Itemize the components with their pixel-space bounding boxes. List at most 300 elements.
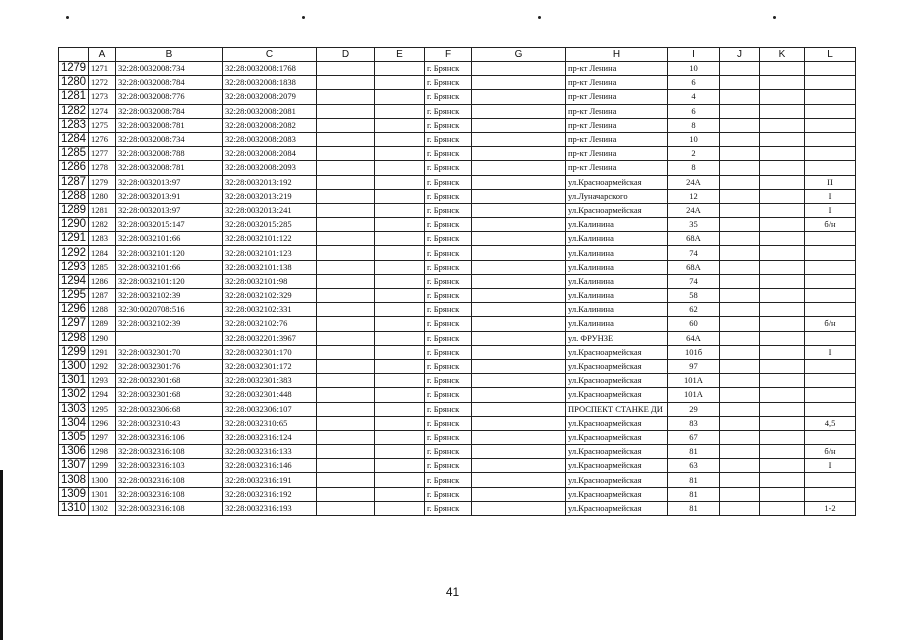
cell-a[interactable]: 1276 [89, 132, 116, 146]
cell-c[interactable]: 32:28:0032301:172 [223, 359, 317, 373]
cell-e[interactable] [375, 218, 425, 232]
cell-e[interactable] [375, 274, 425, 288]
row-header[interactable]: 1299 [59, 345, 89, 359]
cell-g[interactable] [472, 118, 566, 132]
cell-e[interactable] [375, 104, 425, 118]
cell-c[interactable]: 32:28:0032015:285 [223, 218, 317, 232]
cell-l[interactable]: I [805, 345, 856, 359]
cell-i[interactable]: 101А [668, 374, 720, 388]
cell-c[interactable]: 32:28:0032316:146 [223, 459, 317, 473]
row-header[interactable]: 1279 [59, 62, 89, 76]
cell-d[interactable] [317, 118, 375, 132]
cell-g[interactable] [472, 345, 566, 359]
cell-l[interactable] [805, 62, 856, 76]
cell-k[interactable] [760, 260, 805, 274]
cell-i[interactable]: 60 [668, 317, 720, 331]
cell-g[interactable] [472, 473, 566, 487]
cell-j[interactable] [720, 218, 760, 232]
cell-d[interactable] [317, 246, 375, 260]
cell-i[interactable]: 68А [668, 232, 720, 246]
cell-f[interactable]: г. Брянск [425, 175, 472, 189]
cell-e[interactable] [375, 203, 425, 217]
row-header[interactable]: 1297 [59, 317, 89, 331]
cell-b[interactable]: 32:28:0032008:734 [116, 62, 223, 76]
cell-c[interactable]: 32:28:0032008:2083 [223, 132, 317, 146]
row-header[interactable]: 1298 [59, 331, 89, 345]
cell-l[interactable]: 1-2 [805, 501, 856, 515]
cell-a[interactable]: 1294 [89, 388, 116, 402]
cell-i[interactable]: 58 [668, 289, 720, 303]
cell-g[interactable] [472, 218, 566, 232]
cell-i[interactable]: 62 [668, 303, 720, 317]
cell-g[interactable] [472, 402, 566, 416]
cell-l[interactable]: 4,5 [805, 416, 856, 430]
cell-k[interactable] [760, 331, 805, 345]
cell-h[interactable]: ул.Красноармейская [566, 445, 668, 459]
cell-h[interactable]: ул.Красноармейская [566, 501, 668, 515]
cell-b[interactable]: 32:28:0032101:120 [116, 246, 223, 260]
cell-l[interactable]: б/н [805, 317, 856, 331]
cell-b[interactable]: 32:28:0032301:68 [116, 374, 223, 388]
cell-j[interactable] [720, 459, 760, 473]
cell-e[interactable] [375, 246, 425, 260]
cell-e[interactable] [375, 161, 425, 175]
cell-l[interactable] [805, 289, 856, 303]
column-header-i[interactable]: I [668, 48, 720, 62]
cell-k[interactable] [760, 402, 805, 416]
row-header[interactable]: 1293 [59, 260, 89, 274]
column-header-b[interactable]: B [116, 48, 223, 62]
cell-h[interactable]: пр-кт Ленина [566, 132, 668, 146]
cell-b[interactable]: 32:28:0032316:108 [116, 473, 223, 487]
cell-i[interactable]: 97 [668, 359, 720, 373]
cell-i[interactable]: 101А [668, 388, 720, 402]
cell-a[interactable]: 1281 [89, 203, 116, 217]
cell-d[interactable] [317, 359, 375, 373]
cell-f[interactable]: г. Брянск [425, 189, 472, 203]
cell-a[interactable]: 1275 [89, 118, 116, 132]
cell-c[interactable]: 32:28:0032008:2084 [223, 147, 317, 161]
cell-j[interactable] [720, 359, 760, 373]
cell-f[interactable]: г. Брянск [425, 62, 472, 76]
cell-a[interactable]: 1283 [89, 232, 116, 246]
cell-c[interactable]: 32:28:0032101:98 [223, 274, 317, 288]
column-header-a[interactable]: A [89, 48, 116, 62]
row-header[interactable]: 1304 [59, 416, 89, 430]
cell-f[interactable]: г. Брянск [425, 430, 472, 444]
cell-k[interactable] [760, 218, 805, 232]
cell-k[interactable] [760, 487, 805, 501]
cell-h[interactable]: ул.Красноармейская [566, 388, 668, 402]
cell-d[interactable] [317, 232, 375, 246]
cell-e[interactable] [375, 388, 425, 402]
cell-i[interactable]: 8 [668, 118, 720, 132]
cell-d[interactable] [317, 104, 375, 118]
cell-a[interactable]: 1301 [89, 487, 116, 501]
cell-l[interactable] [805, 260, 856, 274]
cell-j[interactable] [720, 402, 760, 416]
cell-d[interactable] [317, 303, 375, 317]
cell-k[interactable] [760, 430, 805, 444]
cell-f[interactable]: г. Брянск [425, 445, 472, 459]
cell-d[interactable] [317, 459, 375, 473]
cell-j[interactable] [720, 501, 760, 515]
cell-b[interactable]: 32:28:0032008:788 [116, 147, 223, 161]
cell-l[interactable] [805, 303, 856, 317]
cell-h[interactable]: ул.Калинина [566, 232, 668, 246]
cell-j[interactable] [720, 317, 760, 331]
cell-j[interactable] [720, 388, 760, 402]
cell-k[interactable] [760, 274, 805, 288]
cell-l[interactable] [805, 232, 856, 246]
cell-h[interactable]: ул.Красноармейская [566, 359, 668, 373]
cell-f[interactable]: г. Брянск [425, 374, 472, 388]
cell-a[interactable]: 1300 [89, 473, 116, 487]
cell-b[interactable]: 32:28:0032316:103 [116, 459, 223, 473]
cell-e[interactable] [375, 189, 425, 203]
cell-g[interactable] [472, 303, 566, 317]
cell-c[interactable]: 32:28:0032102:76 [223, 317, 317, 331]
cell-l[interactable] [805, 118, 856, 132]
cell-e[interactable] [375, 90, 425, 104]
cell-d[interactable] [317, 260, 375, 274]
cell-f[interactable]: г. Брянск [425, 147, 472, 161]
cell-h[interactable]: ул.Калинина [566, 274, 668, 288]
cell-h[interactable]: ул.Луначарского [566, 189, 668, 203]
cell-c[interactable]: 32:28:0032301:448 [223, 388, 317, 402]
cell-c[interactable]: 32:28:0032316:191 [223, 473, 317, 487]
cell-g[interactable] [472, 317, 566, 331]
cell-f[interactable]: г. Брянск [425, 90, 472, 104]
cell-h[interactable]: ул.Калинина [566, 246, 668, 260]
cell-b[interactable]: 32:28:0032102:39 [116, 317, 223, 331]
cell-h[interactable]: ул.Красноармейская [566, 459, 668, 473]
cell-e[interactable] [375, 317, 425, 331]
cell-b[interactable]: 32:28:0032008:776 [116, 90, 223, 104]
cell-b[interactable]: 32:28:0032008:781 [116, 118, 223, 132]
row-header[interactable]: 1301 [59, 374, 89, 388]
cell-d[interactable] [317, 317, 375, 331]
cell-e[interactable] [375, 445, 425, 459]
cell-f[interactable]: г. Брянск [425, 161, 472, 175]
cell-f[interactable]: г. Брянск [425, 203, 472, 217]
cell-e[interactable] [375, 345, 425, 359]
cell-e[interactable] [375, 416, 425, 430]
cell-i[interactable]: 6 [668, 76, 720, 90]
cell-k[interactable] [760, 189, 805, 203]
cell-f[interactable]: г. Брянск [425, 303, 472, 317]
cell-k[interactable] [760, 62, 805, 76]
cell-k[interactable] [760, 345, 805, 359]
cell-g[interactable] [472, 459, 566, 473]
cell-c[interactable]: 32:28:0032310:65 [223, 416, 317, 430]
cell-j[interactable] [720, 487, 760, 501]
cell-l[interactable] [805, 402, 856, 416]
cell-b[interactable]: 32:28:0032008:784 [116, 104, 223, 118]
cell-c[interactable]: 32:28:0032013:219 [223, 189, 317, 203]
cell-j[interactable] [720, 445, 760, 459]
cell-c[interactable]: 32:28:0032008:1838 [223, 76, 317, 90]
cell-b[interactable]: 32:28:0032101:66 [116, 232, 223, 246]
cell-l[interactable]: I [805, 189, 856, 203]
cell-f[interactable]: г. Брянск [425, 118, 472, 132]
cell-h[interactable]: ул.Красноармейская [566, 345, 668, 359]
cell-c[interactable]: 32:28:0032316:124 [223, 430, 317, 444]
cell-a[interactable]: 1295 [89, 402, 116, 416]
cell-k[interactable] [760, 388, 805, 402]
cell-d[interactable] [317, 189, 375, 203]
cell-a[interactable]: 1278 [89, 161, 116, 175]
cell-d[interactable] [317, 374, 375, 388]
row-header[interactable]: 1291 [59, 232, 89, 246]
cell-b[interactable]: 32:28:0032316:108 [116, 445, 223, 459]
row-header[interactable]: 1308 [59, 473, 89, 487]
cell-l[interactable] [805, 246, 856, 260]
cell-c[interactable]: 32:28:0032201:3967 [223, 331, 317, 345]
row-header[interactable]: 1306 [59, 445, 89, 459]
cell-d[interactable] [317, 416, 375, 430]
cell-i[interactable]: 63 [668, 459, 720, 473]
cell-j[interactable] [720, 132, 760, 146]
cell-d[interactable] [317, 473, 375, 487]
cell-j[interactable] [720, 189, 760, 203]
cell-l[interactable]: I [805, 203, 856, 217]
cell-e[interactable] [375, 430, 425, 444]
cell-g[interactable] [472, 104, 566, 118]
cell-f[interactable]: г. Брянск [425, 345, 472, 359]
cell-a[interactable]: 1273 [89, 90, 116, 104]
cell-b[interactable]: 32:28:0032316:108 [116, 501, 223, 515]
cell-i[interactable]: 74 [668, 246, 720, 260]
cell-f[interactable]: г. Брянск [425, 473, 472, 487]
cell-l[interactable] [805, 374, 856, 388]
cell-f[interactable]: г. Брянск [425, 76, 472, 90]
cell-b[interactable]: 32:28:0032316:108 [116, 487, 223, 501]
cell-i[interactable]: 81 [668, 487, 720, 501]
cell-h[interactable]: ул.Красноармейская [566, 374, 668, 388]
cell-f[interactable]: г. Брянск [425, 388, 472, 402]
row-header[interactable]: 1292 [59, 246, 89, 260]
cell-i[interactable]: 68А [668, 260, 720, 274]
cell-g[interactable] [472, 501, 566, 515]
cell-a[interactable]: 1287 [89, 289, 116, 303]
row-header[interactable]: 1294 [59, 274, 89, 288]
cell-l[interactable] [805, 388, 856, 402]
row-header[interactable]: 1284 [59, 132, 89, 146]
cell-h[interactable]: пр-кт Ленина [566, 76, 668, 90]
cell-k[interactable] [760, 289, 805, 303]
cell-e[interactable] [375, 289, 425, 303]
cell-c[interactable]: 32:28:0032008:2079 [223, 90, 317, 104]
column-header-h[interactable]: H [566, 48, 668, 62]
cell-c[interactable]: 32:28:0032102:329 [223, 289, 317, 303]
cell-g[interactable] [472, 416, 566, 430]
cell-a[interactable]: 1279 [89, 175, 116, 189]
cell-g[interactable] [472, 232, 566, 246]
cell-l[interactable] [805, 473, 856, 487]
cell-k[interactable] [760, 175, 805, 189]
cell-i[interactable]: 6 [668, 104, 720, 118]
cell-e[interactable] [375, 359, 425, 373]
cell-c[interactable]: 32:28:0032101:138 [223, 260, 317, 274]
cell-l[interactable] [805, 132, 856, 146]
cell-d[interactable] [317, 218, 375, 232]
cell-d[interactable] [317, 445, 375, 459]
cell-g[interactable] [472, 62, 566, 76]
column-header-e[interactable]: E [375, 48, 425, 62]
cell-c[interactable]: 32:28:0032008:1768 [223, 62, 317, 76]
cell-b[interactable]: 32:28:0032101:66 [116, 260, 223, 274]
cell-k[interactable] [760, 118, 805, 132]
cell-f[interactable]: г. Брянск [425, 246, 472, 260]
cell-l[interactable]: I [805, 459, 856, 473]
cell-f[interactable]: г. Брянск [425, 132, 472, 146]
cell-b[interactable]: 32:28:0032013:97 [116, 203, 223, 217]
cell-i[interactable]: 81 [668, 501, 720, 515]
cell-c[interactable]: 32:28:0032008:2081 [223, 104, 317, 118]
row-header[interactable]: 1303 [59, 402, 89, 416]
row-header[interactable]: 1281 [59, 90, 89, 104]
cell-b[interactable]: 32:28:0032102:39 [116, 289, 223, 303]
cell-e[interactable] [375, 473, 425, 487]
cell-h[interactable]: ул.Красноармейская [566, 473, 668, 487]
cell-i[interactable]: 83 [668, 416, 720, 430]
cell-l[interactable] [805, 90, 856, 104]
cell-a[interactable]: 1299 [89, 459, 116, 473]
cell-d[interactable] [317, 90, 375, 104]
cell-d[interactable] [317, 501, 375, 515]
cell-f[interactable]: г. Брянск [425, 317, 472, 331]
cell-k[interactable] [760, 416, 805, 430]
cell-k[interactable] [760, 459, 805, 473]
cell-c[interactable]: 32:28:0032013:192 [223, 175, 317, 189]
cell-g[interactable] [472, 359, 566, 373]
row-header[interactable]: 1287 [59, 175, 89, 189]
cell-c[interactable]: 32:28:0032316:192 [223, 487, 317, 501]
cell-c[interactable]: 32:28:0032301:170 [223, 345, 317, 359]
cell-k[interactable] [760, 76, 805, 90]
cell-e[interactable] [375, 374, 425, 388]
cell-a[interactable]: 1285 [89, 260, 116, 274]
cell-l[interactable] [805, 331, 856, 345]
cell-g[interactable] [472, 331, 566, 345]
cell-l[interactable]: б/н [805, 445, 856, 459]
column-header-c[interactable]: C [223, 48, 317, 62]
cell-a[interactable]: 1296 [89, 416, 116, 430]
cell-f[interactable]: г. Брянск [425, 104, 472, 118]
row-header[interactable]: 1295 [59, 289, 89, 303]
cell-g[interactable] [472, 374, 566, 388]
cell-i[interactable]: 67 [668, 430, 720, 444]
cell-l[interactable] [805, 487, 856, 501]
column-header-g[interactable]: G [472, 48, 566, 62]
cell-c[interactable]: 32:28:0032316:133 [223, 445, 317, 459]
cell-j[interactable] [720, 416, 760, 430]
cell-j[interactable] [720, 473, 760, 487]
cell-b[interactable]: 32:28:0032316:106 [116, 430, 223, 444]
cell-c[interactable]: 32:28:0032101:123 [223, 246, 317, 260]
cell-d[interactable] [317, 62, 375, 76]
row-header[interactable]: 1282 [59, 104, 89, 118]
cell-e[interactable] [375, 459, 425, 473]
cell-h[interactable]: ул.Калинина [566, 260, 668, 274]
cell-f[interactable]: г. Брянск [425, 487, 472, 501]
cell-d[interactable] [317, 487, 375, 501]
cell-g[interactable] [472, 487, 566, 501]
cell-j[interactable] [720, 246, 760, 260]
column-header-f[interactable]: F [425, 48, 472, 62]
cell-i[interactable]: 101б [668, 345, 720, 359]
cell-g[interactable] [472, 132, 566, 146]
cell-i[interactable]: 81 [668, 445, 720, 459]
row-header[interactable]: 1290 [59, 218, 89, 232]
cell-d[interactable] [317, 289, 375, 303]
cell-h[interactable]: ул.Калинина [566, 303, 668, 317]
cell-b[interactable]: 32:28:0032013:97 [116, 175, 223, 189]
cell-h[interactable]: ул.Красноармейская [566, 430, 668, 444]
cell-l[interactable] [805, 359, 856, 373]
cell-b[interactable]: 32:28:0032013:91 [116, 189, 223, 203]
cell-e[interactable] [375, 175, 425, 189]
cell-j[interactable] [720, 345, 760, 359]
cell-k[interactable] [760, 147, 805, 161]
column-header-j[interactable]: J [720, 48, 760, 62]
cell-d[interactable] [317, 203, 375, 217]
cell-e[interactable] [375, 132, 425, 146]
cell-f[interactable]: г. Брянск [425, 289, 472, 303]
cell-a[interactable]: 1272 [89, 76, 116, 90]
row-header[interactable]: 1307 [59, 459, 89, 473]
cell-k[interactable] [760, 374, 805, 388]
cell-k[interactable] [760, 104, 805, 118]
cell-g[interactable] [472, 274, 566, 288]
column-header-l[interactable]: L [805, 48, 856, 62]
row-header[interactable]: 1302 [59, 388, 89, 402]
cell-b[interactable]: 32:28:0032015:147 [116, 218, 223, 232]
cell-e[interactable] [375, 303, 425, 317]
cell-f[interactable]: г. Брянск [425, 402, 472, 416]
cell-b[interactable]: 32:30:0020708:516 [116, 303, 223, 317]
cell-h[interactable]: ул. ФРУНЗЕ [566, 331, 668, 345]
cell-b[interactable]: 32:28:0032008:781 [116, 161, 223, 175]
cell-g[interactable] [472, 246, 566, 260]
cell-l[interactable]: II [805, 175, 856, 189]
cell-d[interactable] [317, 175, 375, 189]
cell-a[interactable]: 1282 [89, 218, 116, 232]
cell-c[interactable]: 32:28:0032102:331 [223, 303, 317, 317]
cell-a[interactable]: 1291 [89, 345, 116, 359]
cell-e[interactable] [375, 147, 425, 161]
cell-d[interactable] [317, 161, 375, 175]
cell-c[interactable]: 32:28:0032316:193 [223, 501, 317, 515]
cell-c[interactable]: 32:28:0032013:241 [223, 203, 317, 217]
cell-f[interactable]: г. Брянск [425, 274, 472, 288]
row-header[interactable]: 1283 [59, 118, 89, 132]
cell-b[interactable]: 32:28:0032008:784 [116, 76, 223, 90]
cell-j[interactable] [720, 203, 760, 217]
cell-i[interactable]: 81 [668, 473, 720, 487]
cell-j[interactable] [720, 90, 760, 104]
cell-h[interactable]: пр-кт Ленина [566, 90, 668, 104]
cell-g[interactable] [472, 430, 566, 444]
cell-e[interactable] [375, 487, 425, 501]
cell-e[interactable] [375, 331, 425, 345]
cell-c[interactable]: 32:28:0032008:2093 [223, 161, 317, 175]
cell-j[interactable] [720, 147, 760, 161]
cell-i[interactable]: 24А [668, 175, 720, 189]
cell-j[interactable] [720, 260, 760, 274]
cell-g[interactable] [472, 147, 566, 161]
